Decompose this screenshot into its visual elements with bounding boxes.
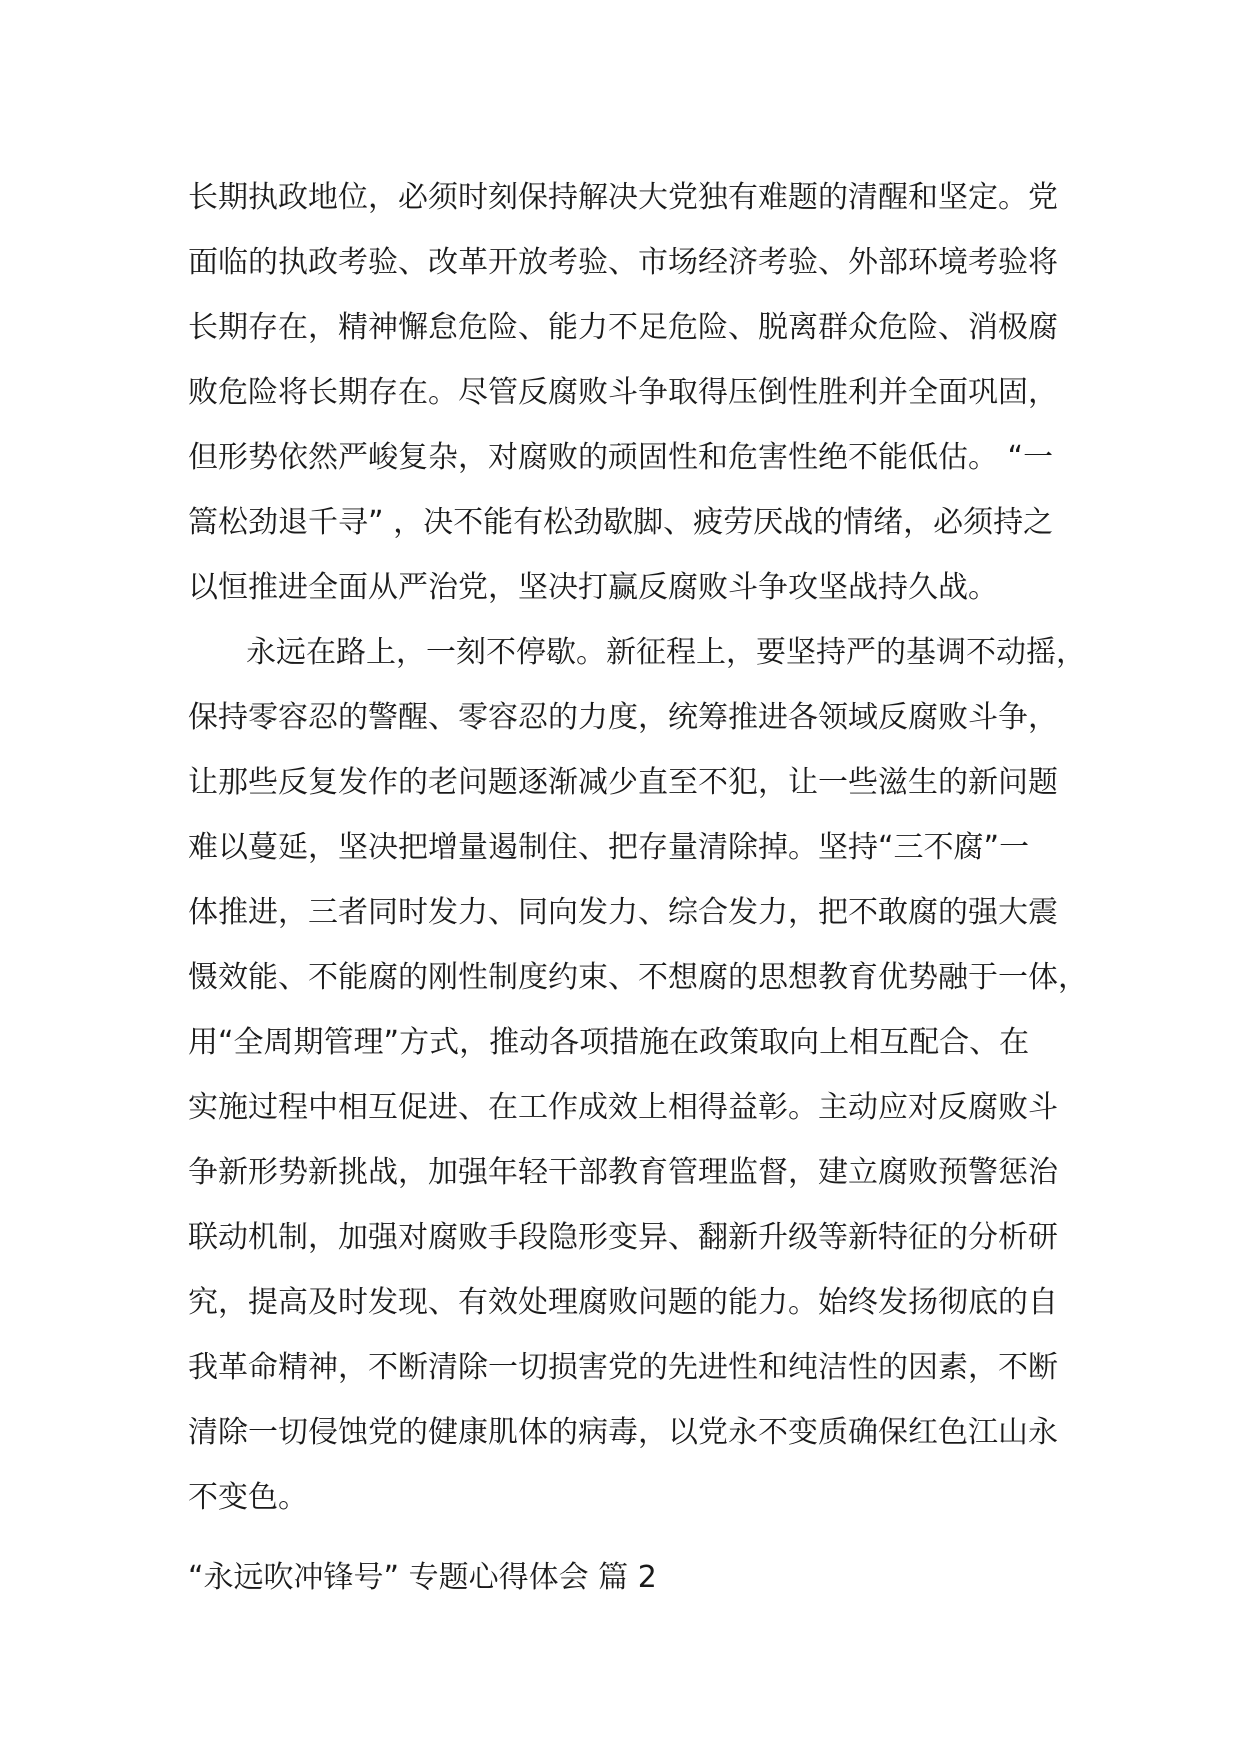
section-heading: “永远吹冲锋号” 专题心得体会 篇 2 bbox=[188, 1560, 657, 1595]
paragraph-line: 用“全周期管理”方式，推动各项措施在政策取向上相互配合、在 bbox=[188, 1025, 1030, 1060]
paragraph-line: 篙松劲退千寻” ，决不能有松劲歇脚、疲劳厌战的情绪，必须持之 bbox=[188, 505, 1054, 540]
paragraph-line: 以恒推进全面从严治党，坚决打赢反腐败斗争攻坚战持久战。 bbox=[188, 570, 998, 605]
paragraph-line: 难以蔓延，坚决把增量遏制住、把存量清除掉。坚持“三不腐”一 bbox=[188, 830, 1030, 865]
paragraph-line: 清除一切侵蚀党的健康肌体的病毒，以党永不变质确保红色江山永 bbox=[188, 1415, 1058, 1450]
paragraph-line: 体推进，三者同时发力、同向发力、综合发力，把不敢腐的强大震 bbox=[188, 895, 1058, 930]
paragraph-line: 败危险将长期存在。尽管反腐败斗争取得压倒性胜利并全面巩固， bbox=[188, 375, 1058, 410]
body-paragraph-2 bbox=[188, 620, 1088, 1530]
paragraph-line: 让那些反复发作的老问题逐渐减少直至不犯，让一些滋生的新问题 bbox=[188, 765, 1058, 800]
paragraph-line: 联动机制，加强对腐败手段隐形变异、翻新升级等新特征的分析研 bbox=[188, 1220, 1058, 1255]
paragraph-line: 我革命精神，不断清除一切损害党的先进性和纯洁性的因素，不断 bbox=[188, 1350, 1058, 1385]
body-paragraph-1 bbox=[188, 165, 1058, 620]
paragraph-first-line: 永远在路上，一刻不停歇。新征程上，要坚持严的基调不动摇， bbox=[246, 635, 1086, 670]
paragraph-line: 慑效能、不能腐的刚性制度约束、不想腐的思想教育优势融于一体， bbox=[188, 960, 1088, 995]
paragraph-line: 争新形势新挑战，加强年轻干部教育管理监督，建立腐败预警惩治 bbox=[188, 1155, 1058, 1190]
paragraph-line: 实施过程中相互促进、在工作成效上相得益彰。主动应对反腐败斗 bbox=[188, 1090, 1058, 1125]
paragraph-line: 不变色。 bbox=[188, 1480, 308, 1515]
paragraph-line: 保持零容忍的警醒、零容忍的力度，统筹推进各领域反腐败斗争， bbox=[188, 700, 1058, 735]
paragraph-line: 面临的执政考验、改革开放考验、市场经济考验、外部环境考验将 bbox=[188, 245, 1058, 280]
paragraph-line: 长期存在，精神懈怠危险、能力不足危险、脱离群众危险、消极腐 bbox=[188, 310, 1058, 345]
paragraph-line: 但形势依然严峻复杂，对腐败的顽固性和危害性绝不能低估。 “一 bbox=[188, 440, 1054, 475]
paragraph-line: 长期执政地位，必须时刻保持解决大党独有难题的清醒和坚定。党 bbox=[188, 180, 1058, 215]
paragraph-line: 究，提高及时发现、有效处理腐败问题的能力。始终发扬彻底的自 bbox=[188, 1285, 1058, 1320]
